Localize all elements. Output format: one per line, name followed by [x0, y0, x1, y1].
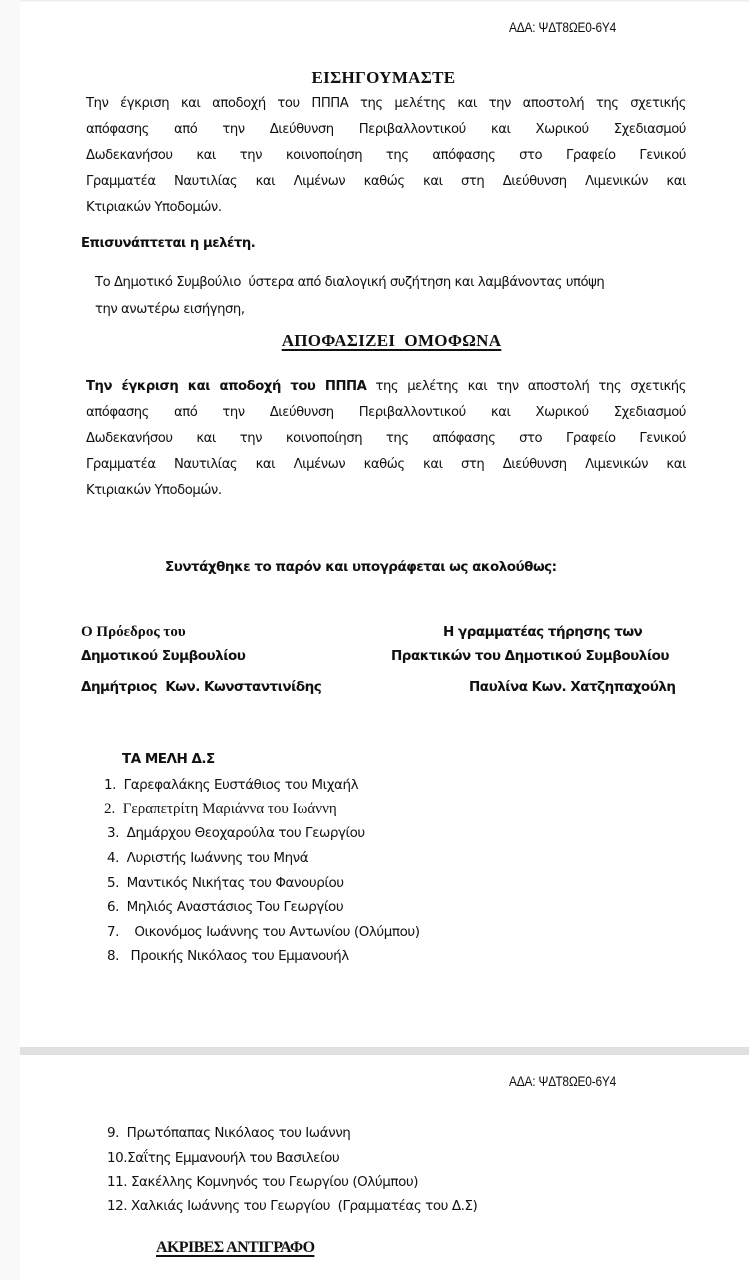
- decision-line: απόφασης από την Διεύθυνση Περιβαλλοντικού και Χωρικού Σχεδιασμού: [86, 405, 686, 420]
- ada-code-page-2: ΑΔΑ: ΨΔΤ8ΩΕ0-6Υ4: [509, 1074, 617, 1089]
- member-item: 12. Χαλκιάς Ιωάννης του Γεωργίου (Γραμματέας του Δ.Σ): [107, 1198, 478, 1214]
- proposal-paragraph: [86, 91, 686, 221]
- secretary-title-line2: Πρακτικών του Δημοτικού Συμβουλίου: [391, 648, 669, 664]
- proposal-line: απόφασης από την Διεύθυνση Περιβαλλοντικού και Χωρικού Σχεδιασμού: [86, 122, 686, 137]
- decision-line: Δωδεκανήσου και την κοινοποίηση της απόφασης στο Γραφείο Γενικού: [86, 431, 686, 446]
- council-line: Το Δημοτικό Συμβούλιο ύστερα από διαλογική συζήτηση και λαμβάνοντας υπόψη: [95, 275, 605, 290]
- member-item: 3. Δημάρχου Θεοχαρούλα του Γεωργίου: [107, 825, 365, 841]
- decision-line-rest: της μελέτης και την αποστολή της σχετικής: [366, 379, 686, 394]
- member-item: 7. Οικονόμος Ιωάννης του Αντωνίου (Ολύμπου): [107, 924, 420, 940]
- ada-code: ΑΔΑ: ΨΔΤ8ΩΕ0-6Υ4: [509, 20, 617, 35]
- secretary-name: Παυλίνα Κων. Χατζηπαχούλη: [469, 679, 676, 695]
- page-separator: [20, 1047, 749, 1055]
- proposal-line: Κτιριακών Υποδομών.: [86, 200, 222, 215]
- council-line: την ανωτέρω εισήγηση,: [95, 302, 245, 317]
- member-item: 10.Σαΐτης Εμμανουήλ του Βασιλείου: [107, 1150, 340, 1166]
- proposal-line: Γραμματέα Ναυτιλίας και Λιμένων καθώς και στη Διεύθυνση Λιμενικών και: [86, 174, 686, 189]
- president-title-line2: Δημοτικού Συμβουλίου: [81, 648, 246, 664]
- decision-bold-prefix: Την έγκριση και αποδοχή του ΠΠΠΑ: [86, 379, 367, 394]
- signing-statement: Συντάχθηκε το παρόν και υπογράφεται ως ακολούθως:: [165, 559, 557, 575]
- member-item: 9. Πρωτόπαπας Νικόλαος του Ιωάννη: [107, 1125, 351, 1141]
- member-item: 8. Προικής Νικόλαος του Εμμανουήλ: [107, 948, 349, 964]
- president-name: Δημήτριος Κων. Κωνσταντινίδης: [81, 679, 322, 695]
- proposal-line: Την έγκριση και αποδοχή του ΠΠΠΑ της μελέτης και την αποστολή της σχετικής: [86, 96, 686, 111]
- member-item: 1. Γαρεφαλάκης Ευστάθιος του Μιχαήλ: [104, 777, 359, 793]
- president-title-line1: Ο Πρόεδρος του: [81, 624, 186, 640]
- document-page-2: [20, 1055, 749, 1280]
- proposal-line: Δωδεκανήσου και την κοινοποίηση της απόφασης στο Γραφείο Γενικού: [86, 148, 686, 163]
- decision-line: Κτιριακών Υποδομών.: [86, 483, 222, 498]
- member-item: 6. Μηλιός Αναστάσιος Του Γεωργίου: [107, 899, 344, 915]
- members-heading: ΤΑ ΜΕΛΗ Δ.Σ: [122, 751, 215, 767]
- decision-paragraph: [86, 374, 686, 504]
- member-item: 4. Λυριστής Ιωάννης του Μηνά: [107, 850, 309, 866]
- secretary-title-line1: Η γραμματέας τήρησης των: [443, 624, 643, 640]
- proposal-heading: ΕΙΣΗΓΟΥΜΑΣΤΕ: [311, 68, 456, 87]
- member-item: 5. Μαντικός Νικήτας του Φανουρίου: [107, 875, 344, 891]
- decision-heading: ΑΠΟΦΑΣΙΖΕΙ ΟΜΟΦΩΝΑ: [281, 331, 502, 350]
- attachment-note: Επισυνάπτεται η μελέτη.: [81, 236, 256, 251]
- certified-copy-heading: ΑΚΡΙΒΕΣ ΑΝΤΙΓΡΑΦΟ: [156, 1239, 315, 1256]
- member-item: 11. Σακέλλης Κομνηνός του Γεωργίου (Ολύμπου): [107, 1174, 419, 1190]
- member-item: 2. Γεραπετρίτη Μαριάννα του Ιωάννη: [104, 801, 337, 817]
- decision-line: [86, 374, 686, 400]
- decision-line: Γραμματέα Ναυτιλίας και Λιμένων καθώς και στη Διεύθυνση Λιμενικών και: [86, 457, 686, 472]
